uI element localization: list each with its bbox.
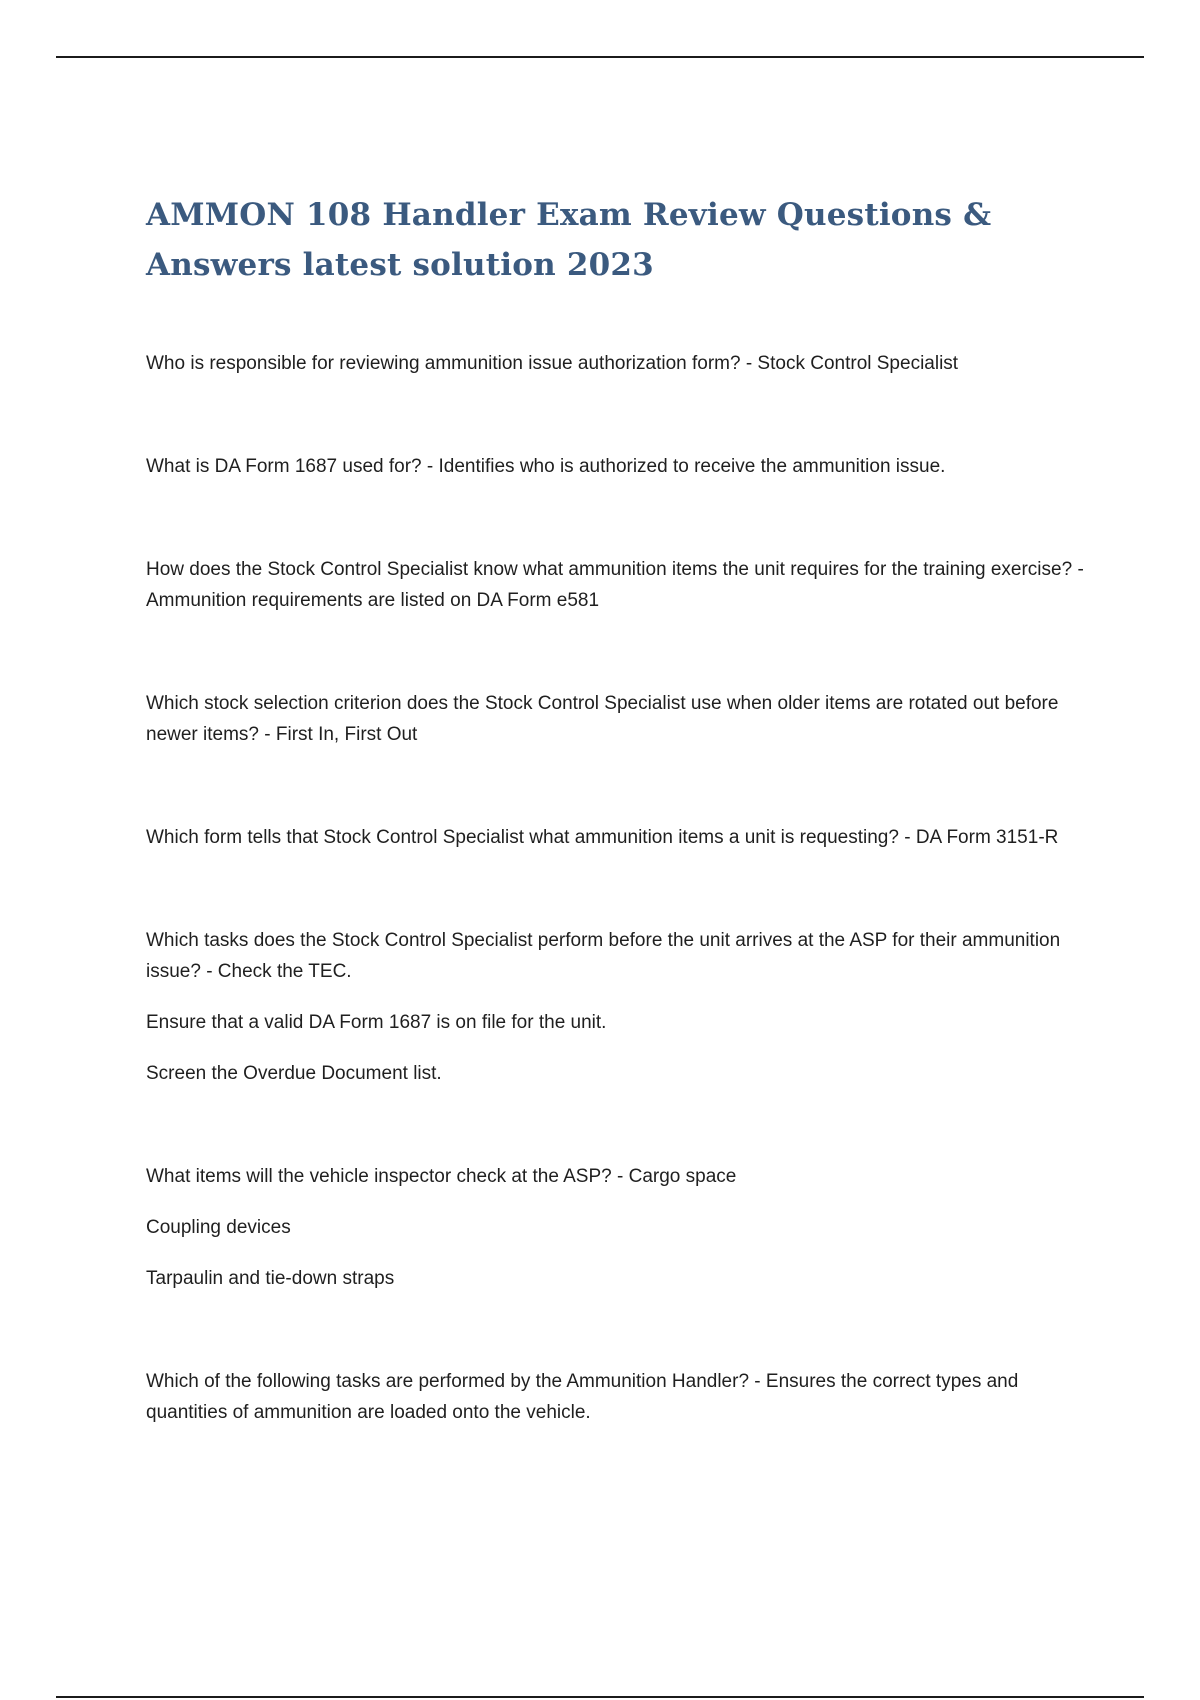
- document-title: AMMON 108 Handler Exam Review Questions & Answers latest solution 2023: [146, 197, 992, 283]
- qa-item-6-extra-2: Screen the Overdue Document list.: [146, 1063, 442, 1084]
- qa-item-7-extra-1: Coupling devices: [146, 1217, 291, 1238]
- qa-item-7: What items will the vehicle inspector check at the ASP? - Cargo space: [146, 1166, 737, 1187]
- qa-item-6-extra-1: Ensure that a valid DA Form 1687 is on file for the unit.: [146, 1012, 607, 1033]
- qa-item-3: How does the Stock Control Specialist know what ammunition items the unit requires for the training exercise? - Ammunition requirements are listed on DA Form e581: [146, 559, 1084, 611]
- qa-item-4: Which stock selection criterion does the Stock Control Specialist use when older items are rotated out before newer items? - First In, First Out: [146, 693, 1059, 745]
- document-body: [146, 190, 1096, 1428]
- qa-item-6: Which tasks does the Stock Control Specialist perform before the unit arrives at the ASP for their ammunition issue? - Check the TEC.: [146, 930, 1061, 982]
- qa-item-1: Who is responsible for reviewing ammunition issue authorization form? - Stock Control Specialist: [146, 353, 959, 374]
- qa-item-5: Which form tells that Stock Control Specialist what ammunition items a unit is requesting? - DA Form 3151-R: [146, 827, 1059, 848]
- qa-item-2: What is DA Form 1687 used for? - Identifies who is authorized to receive the ammunition issue.: [146, 456, 946, 477]
- qa-item-8: Which of the following tasks are performed by the Ammunition Handler? - Ensures the correct types and quantities of ammunition are loaded onto the vehicle.: [146, 1371, 1019, 1423]
- qa-item-7-extra-2: Tarpaulin and tie-down straps: [146, 1268, 395, 1289]
- bottom-divider: [56, 1696, 1144, 1698]
- top-divider: [56, 56, 1144, 58]
